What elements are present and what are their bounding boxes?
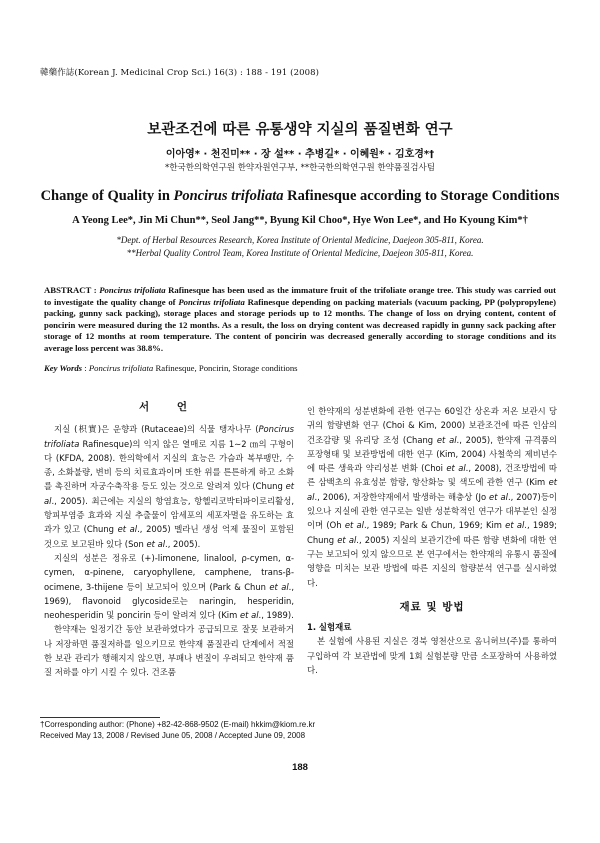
text-run: ., 2005) 지실의 보관기간에 따른 함량 변화에 대한 연구는 보고되어 있지 않으므로 본 연구에서는 한약재의 유통시 품질에 영향을 미치는 보관 방법에 따른 지실의 함량분석 연구를 실시하였다. (307, 534, 557, 588)
text-run: ., 2005). (165, 538, 201, 549)
et-al: et al (505, 520, 525, 531)
abstract-text-2: Rafinesque depending on packing materials (vacuum packing, PP (polypropylene) packing, gunny sack packing), storage places and storage periods up to 12 months. The change of loss on drying content, content of poncirin were measured during the 12 months. As a result, the loss on drying content was decreased rapidly in gunny sack packing after storage of 12 months at room temperature. The content of poncirin was decreased generally according to storage conditions and its average loss percent was 38.8%. (44, 296, 556, 353)
right-column (307, 404, 557, 677)
text-run: ., 2005) 멜라닌 생성 억제 물질이 포함된 것으로 보고된바 있다 (Son (44, 524, 294, 549)
et-al: et al (44, 481, 294, 506)
text-run: ., 1989). (258, 610, 294, 621)
species-name: Poncirus trifoliata (44, 424, 294, 449)
abstract-species-2: Poncirus trifoliata (178, 296, 245, 307)
abstract-species-1: Poncirus trifoliata (99, 285, 166, 295)
affiliation-english-1: *Dept. of Herbal Resources Research, Korea Institute of Oriental Medicine, Daejeon 305-811, Korea. (116, 235, 484, 245)
text-run: ., 1989; Park & Chun, 1969; Kim (363, 520, 506, 531)
title-english-species: Poncirus trifoliata (173, 188, 284, 204)
et-al: et al (344, 520, 364, 531)
journal-citation: 韓藥作誌(Korean J. Medicinal Crop Sci.) 16(3) : 188 - 191 (2008) (40, 68, 320, 78)
title-korean: 보관조건에 따른 유통생약 지실의 품질변화 연구 (147, 122, 453, 138)
keywords-sep: : (82, 363, 89, 373)
intro-paragraph-continued (307, 404, 557, 590)
text-run: 지실의 성분은 정유로 (+)-limonene, linalool, ρ-cymen, α-cymen, α-pinene, caryophyllene, camphene, trans-β-ocimene, 3-thijene 등이 보고되어 있으며 (Park & Chun (44, 552, 294, 592)
title-english-part1: Change of Quality in (40, 188, 174, 204)
text-run: ., 2008), 건조방법에 따른 삼백초의 유효성분 함량, 항산화능 및 색도에 관한 연구 (Kim (307, 463, 557, 488)
methods-subheading: 1. 실험재료 (307, 622, 352, 633)
keywords-species: Poncirus trifoliata (88, 363, 154, 373)
et-al: et al (146, 538, 166, 549)
methods-paragraph-1: 본 실험에 사용된 지실은 경북 영천산으로 옴니허브(주)를 통하여 구입하여 각 보관법에 맞게 1회 실험분량 만큼 소포장하여 사용하였다. (307, 636, 557, 676)
keywords (44, 363, 556, 373)
et-al: et al (489, 491, 508, 502)
affiliation-korean: *한국한의학연구원 한약자원연구부, **한국한의학연구원 한약품질검사팀 (165, 163, 435, 173)
keywords-rest: Rafinesque, Poncirin, Storage conditions (153, 363, 298, 373)
footnote-received: Received May 13, 2008 / Revised June 05, 2008 / Accepted June 09, 2008 (40, 731, 306, 740)
et-al: et al (239, 610, 259, 621)
authors-english: A Yeong Lee*, Jin Mi Chun**, Seol Jang**, Byung Kil Choo*, Hye Won Lee*, and Ho Kyoung Kim*† (72, 215, 528, 226)
page-number: 188 (292, 762, 308, 773)
text-run: Rafinesque)의 익지 않은 열매로 지름 1∼2 ㎝의 구형이다 (KFDA, 2008). 한의학에서 지실의 효능은 가슴과 복부팽만, 수종, 소화불량, 변비 등의 치료효과이며 또한 위를 튼튼하게 하고 소화를 촉진하며 자궁수축작용 등도 있는 것으로 알려져 있다 (Chung (44, 438, 294, 492)
et-al: et al (269, 581, 289, 592)
text-run: ., 2005). 최근에는 지실의 항염효능, 항헬리코박터파이로리활성, 항피부염증 효과와 지실 추출물이 암세포의 세포자멸을 유도하는 효과가 있고 (Chung (44, 495, 294, 535)
intro-paragraph-3: 한약재는 일정기간 동안 보관하였다가 공급되므로 잘못 보관하거나 저장하면 품질저하를 일으키므로 한약재 품질관리 단계에서 적절한 보관 관리가 행해지지 않으면, 부패나 변질이 우려되고 한약재 품질 저하를 야기 시킬 수 있다. 건조품 (44, 624, 294, 678)
abstract (44, 285, 556, 355)
text-run: 지실 (枳實)은 운향과 (Rutaceae)의 식물 탱자나무 ( (54, 424, 259, 435)
intro-paragraph-1 (44, 422, 294, 551)
text-run: 인 한약재의 성분변화에 관한 연구는 60일간 상온과 저온 보관시 당귀의 함량변화 연구 (Choi & Kim, 2000) 보관조건에 따른 인삼의 건조감량 및 유리당 조성 (Chang (307, 406, 557, 445)
et-al: et al (446, 463, 466, 474)
intro-paragraph-2 (44, 551, 294, 622)
et-al: et al (307, 477, 557, 502)
abstract-text-1: Rafinesque has been used as the immature fruit of the trifoliate orange tree. This study was carried out to investigate the quality change of (44, 285, 557, 307)
text-run: ., 1989; Chung (307, 520, 557, 545)
intro-heading: 서 언 (139, 401, 199, 413)
text-run: ., 2007)등이 있으나 지실에 관한 연구로는 일반 성분학적인 연구가 대부분인 실정이며 (Oh (307, 491, 558, 531)
et-al: et al (337, 534, 357, 545)
affiliation-english-2: **Herbal Quality Control Team, Korea Institute of Oriental Medicine, Daejeon 305-811, Korea. (126, 248, 474, 258)
footnote-corresponding: †Corresponding author: (Phone) +82-42-868-9502 (E-mail) hkkim@kiom.re.kr (40, 720, 316, 729)
footnote-rule (40, 717, 160, 718)
keywords-label: Key Words (44, 363, 83, 373)
et-al: et al (117, 524, 138, 535)
methods-heading: 재료 및 방법 (399, 600, 465, 613)
et-al: et al (436, 434, 457, 445)
title-english (0, 188, 600, 205)
text-run: ., 1969), flavonoid glycoside로는 naringin, hesperidin, neohesperidin 및 poncirin 등이 알려져 있다 (Kim (44, 581, 294, 621)
text-run: ., 2005), 한약재 규격품의 포장형태 및 보관방법에 대한 연구 (Kim, 2004) 사철쑥의 제비년수에 따른 생육과 약리성분 변화 (Choi (307, 434, 557, 474)
text-run: ., 2006), 저장한약재에서 발생하는 해충상 (Jo (314, 491, 490, 502)
left-column (44, 400, 294, 680)
title-english-part2: Rafinesque according to Storage Conditions (283, 188, 560, 204)
abstract-label: ABSTRACT : (44, 285, 100, 295)
authors-korean: 이아영* · 천진미** · 장 설** · 추병길* · 이혜원* · 김호경*† (165, 149, 435, 160)
